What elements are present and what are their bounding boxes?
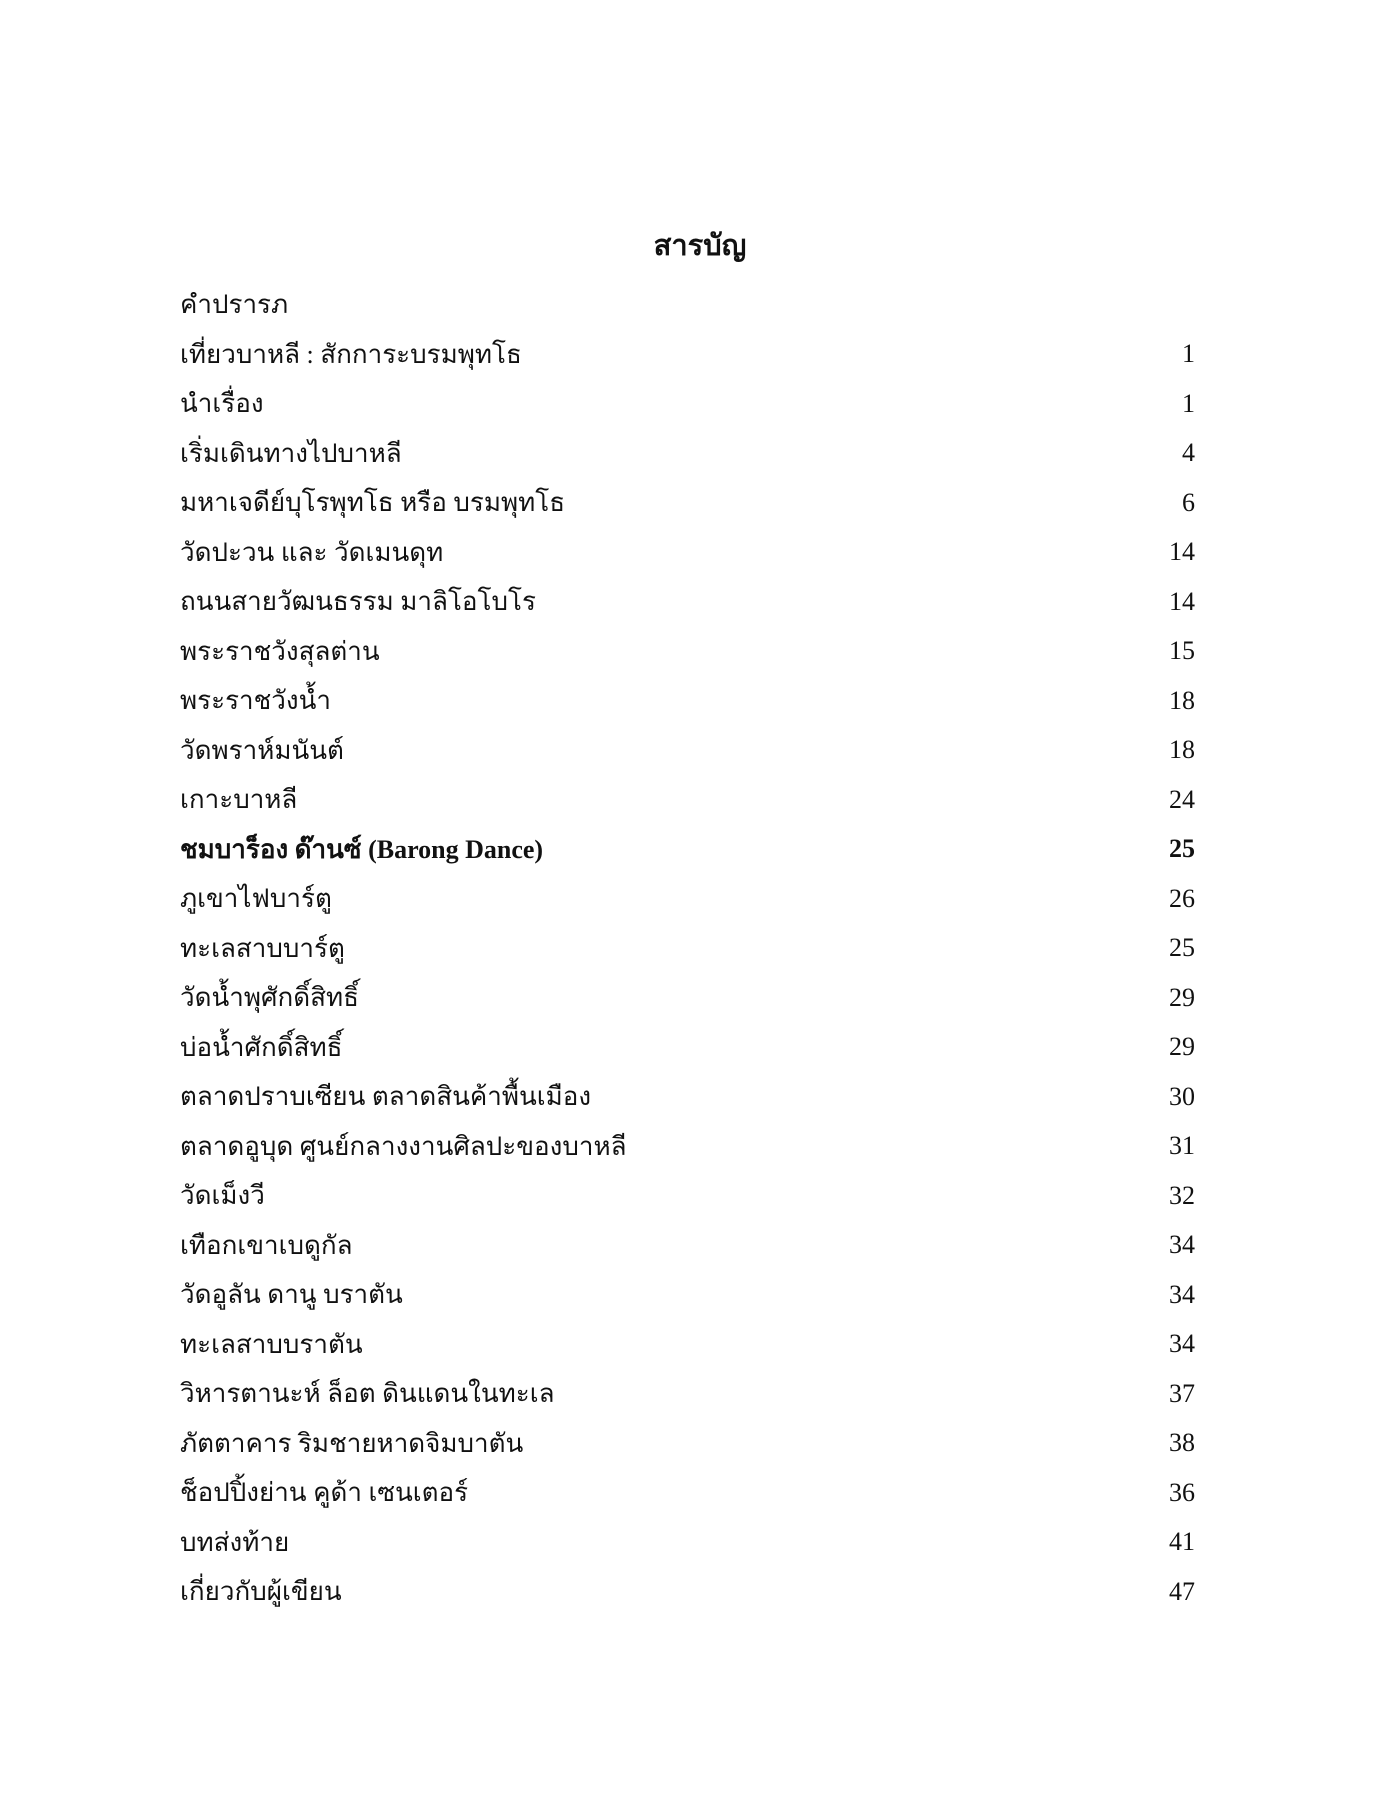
toc-entry — [180, 1270, 1198, 1320]
toc-entry-title: ถนนสายวัฒนธรรม มาลิโอโบโร — [180, 587, 536, 617]
toc-entry — [180, 874, 1198, 924]
toc-entry-page-number: 31 — [1169, 1131, 1195, 1161]
toc-entry-title: ทะเลสาบบราตัน — [180, 1329, 363, 1359]
toc-entry-title: วัดเม็งวี — [180, 1181, 265, 1211]
toc-entry — [180, 577, 1198, 627]
toc-entry — [180, 1221, 1198, 1271]
toc-entry-title: นำเรื่อง — [180, 389, 264, 419]
toc-entry-page-number: 41 — [1169, 1527, 1195, 1557]
toc-entry — [180, 379, 1198, 429]
toc-entry-page-number: 34 — [1169, 1279, 1195, 1309]
toc-entry — [180, 726, 1198, 776]
toc-entry-title: เทือกเขาเบดูกัล — [180, 1230, 353, 1260]
toc-entry-title: ชมบาร็อง ด๊านซ์ (Barong Dance) — [180, 834, 544, 864]
toc-entry-page-number: 18 — [1169, 735, 1195, 765]
toc-entry-title: วัดพราห์มนันต์ — [180, 735, 344, 765]
toc-entry-page-number: 25 — [1169, 933, 1195, 963]
toc-entry — [180, 528, 1198, 578]
toc-entry-page-number: 25 — [1169, 834, 1195, 864]
toc-entry-title: ทะเลสาบบาร์ตู — [180, 933, 345, 963]
page-title: สารบัญ — [653, 230, 747, 262]
toc-entry-page-number: 36 — [1169, 1477, 1195, 1507]
toc-entry — [180, 1122, 1198, 1172]
toc-entry-page-number: 29 — [1169, 1032, 1195, 1062]
toc-entry-title: ตลาดอูบุด ศูนย์กลางงานศิลปะของบาหลี — [180, 1131, 627, 1161]
toc-entry — [180, 1369, 1198, 1419]
toc-entry-page-number: 26 — [1169, 883, 1195, 913]
toc-entry-page-number: 14 — [1169, 586, 1195, 616]
toc-entry-title: เที่ยวบาหลี : สักการะบรมพุทโธ — [180, 339, 522, 369]
toc-entry-page-number: 6 — [1182, 487, 1195, 517]
toc-entry-title: ภัตตาคาร ริมชายหาดจิมบาตัน — [180, 1428, 524, 1458]
toc-entry — [180, 1419, 1198, 1469]
toc-entry-title: วิหารตานะห์ ล็อต ดินแดนในทะเล — [180, 1379, 555, 1409]
toc-entry-title: เกี่ยวกับผู้เขียน — [180, 1577, 342, 1607]
toc-entry-title: ตลาดปราบเซียน ตลาดสินค้าพื้นเมือง — [180, 1082, 592, 1112]
toc-entry — [180, 1171, 1198, 1221]
toc-entry-title: มหาเจดีย์บุโรพุทโธ หรือ บรมพุทโธ — [180, 488, 566, 518]
toc-entry-page-number: 34 — [1169, 1230, 1195, 1260]
toc-entry — [180, 1468, 1198, 1518]
toc-entry — [180, 825, 1198, 875]
toc-entry-title: วัดน้ำพุศักดิ์สิทธิ์ — [180, 983, 360, 1013]
toc-entry — [180, 280, 1198, 330]
toc-entry — [180, 1320, 1198, 1370]
table-of-contents — [180, 280, 1198, 1617]
toc-entry-title: เกาะบาหลี — [180, 785, 298, 815]
toc-entry-page-number: 34 — [1169, 1329, 1195, 1359]
toc-entry-page-number: 29 — [1169, 982, 1195, 1012]
toc-entry-page-number: 15 — [1169, 636, 1195, 666]
toc-entry-title: คำปรารภ — [180, 290, 289, 320]
toc-entry — [180, 676, 1198, 726]
toc-entry-page-number: 1 — [1182, 388, 1195, 418]
toc-entry — [180, 1518, 1198, 1568]
toc-entry-page-number: 14 — [1169, 537, 1195, 567]
toc-entry-title: พระราชวังสุลต่าน — [180, 636, 380, 666]
toc-entry-title: วัดปะวน และ วัดเมนดุท — [180, 537, 444, 567]
toc-entry-page-number: 1 — [1182, 339, 1195, 369]
toc-entry-page-number: 32 — [1169, 1180, 1195, 1210]
toc-entry-title: ภูเขาไฟบาร์ตู — [180, 884, 332, 914]
toc-entry — [180, 627, 1198, 677]
toc-entry-page-number: 4 — [1182, 438, 1195, 468]
toc-entry-page-number: 47 — [1169, 1576, 1195, 1606]
toc-entry-title: วัดอูลัน ดานู บราตัน — [180, 1280, 403, 1310]
toc-entry — [180, 1072, 1198, 1122]
toc-entry — [180, 924, 1198, 974]
toc-entry-page-number: 24 — [1169, 784, 1195, 814]
toc-entry-title: บทส่งท้าย — [180, 1527, 290, 1557]
toc-entry — [180, 429, 1198, 479]
toc-entry-title: พระราชวังน้ำ — [180, 686, 331, 716]
toc-entry-page-number: 18 — [1169, 685, 1195, 715]
toc-entry-title: บ่อน้ำศักดิ์สิทธิ์ — [180, 1032, 343, 1062]
toc-entry-page-number: 30 — [1169, 1081, 1195, 1111]
toc-entry — [180, 478, 1198, 528]
toc-entry — [180, 775, 1198, 825]
toc-entry — [180, 973, 1198, 1023]
toc-entry-title: ช็อปปิ้งย่าน คูด้า เซนเตอร์ — [180, 1478, 469, 1508]
toc-entry — [180, 1567, 1198, 1617]
toc-entry-title: เริ่มเดินทางไปบาหลี — [180, 438, 402, 468]
toc-entry — [180, 1023, 1198, 1073]
toc-entry-page-number: 37 — [1169, 1378, 1195, 1408]
toc-entry-page-number: 38 — [1169, 1428, 1195, 1458]
toc-entry — [180, 330, 1198, 380]
